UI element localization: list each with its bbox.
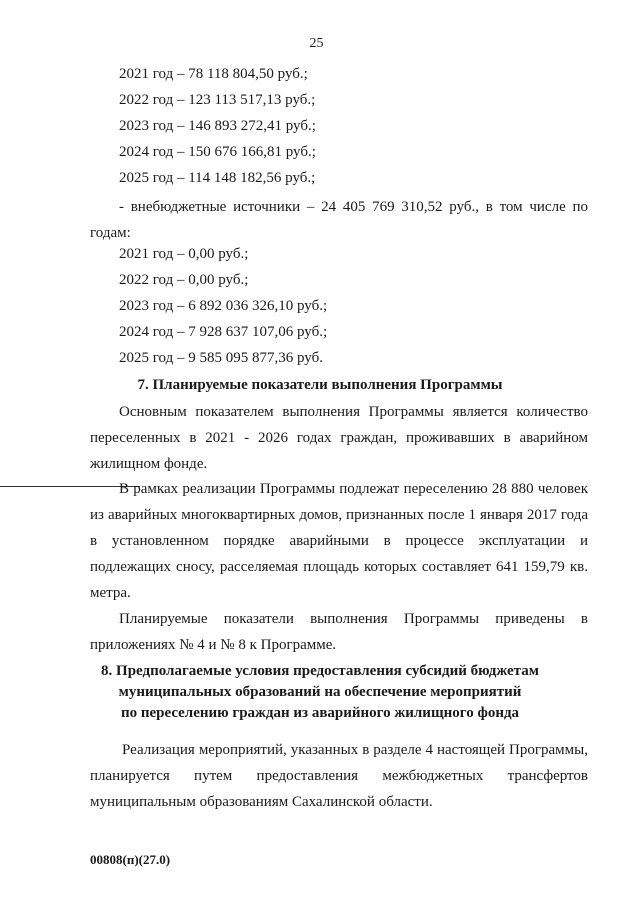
extrabudget-line-2022: 2022 год – 0,00 руб.; [119,272,249,288]
budget-line-2021: 2021 год – 78 118 804,50 руб.; [119,66,308,82]
extrabudget-line-2021: 2021 год – 0,00 руб.; [119,246,249,262]
footer-document-code: 00808(п)(27.0) [90,852,171,867]
extrabudget-line-2024: 2024 год – 7 928 637 107,06 руб.; [119,324,328,340]
budget-line-2023: 2023 год – 146 893 272,41 руб.; [119,118,316,134]
extrabudget-line-2025: 2025 год – 9 585 095 877,36 руб. [119,350,323,366]
section-7-para-2: В рамках реализации Программы подлежат переселению 28 880 человек из аварийных многоквартирных домов, признанных после 1 января 2017 года в установленном порядке аварийными в процессе эксплуатации и подлежащих сносу, расселяемая площадь которых составляет 641 159,79 кв. метра. [90,481,588,601]
section-7-para-1: Основным показателем выполнения Программы является количество переселенных в 2021 - 2026 годах граждан, проживавших в аварийном жилищном фонде. [90,404,588,472]
budget-line-2025: 2025 год – 114 148 182,56 руб.; [119,170,316,186]
section-8-heading-line-2: муниципальных образований на обеспечение мероприятий [118,684,522,700]
section-7-heading: 7. Планируемые показатели выполнения Программы [137,377,503,393]
section-8-heading-line-3: по переселению граждан из аварийного жилищного фонда [120,705,520,721]
budget-line-2024: 2024 год – 150 676 166,81 руб.; [119,144,316,160]
section-8-para-1: Реализация мероприятий, указанных в разделе 4 настоящей Программы, планируется путем предоставления межбюджетных трансфертов муниципальным образованиям Сахалинской области. [90,742,588,810]
section-7-para-3: Планируемые показатели выполнения Программы приведены в приложениях № 4 и № 8 к Программе. [90,611,588,653]
section-8-heading-line-1: 8. Предполагаемые условия предоставления субсидий бюджетам [101,663,539,679]
extrabudget-intro: - внебюджетные источники – 24 405 769 310,52 руб., в том числе по годам: [90,199,588,241]
page-number: 25 [309,36,324,51]
extrabudget-line-2023: 2023 год – 6 892 036 326,10 руб.; [119,298,328,314]
budget-line-2022: 2022 год – 123 113 517,13 руб.; [119,92,316,108]
